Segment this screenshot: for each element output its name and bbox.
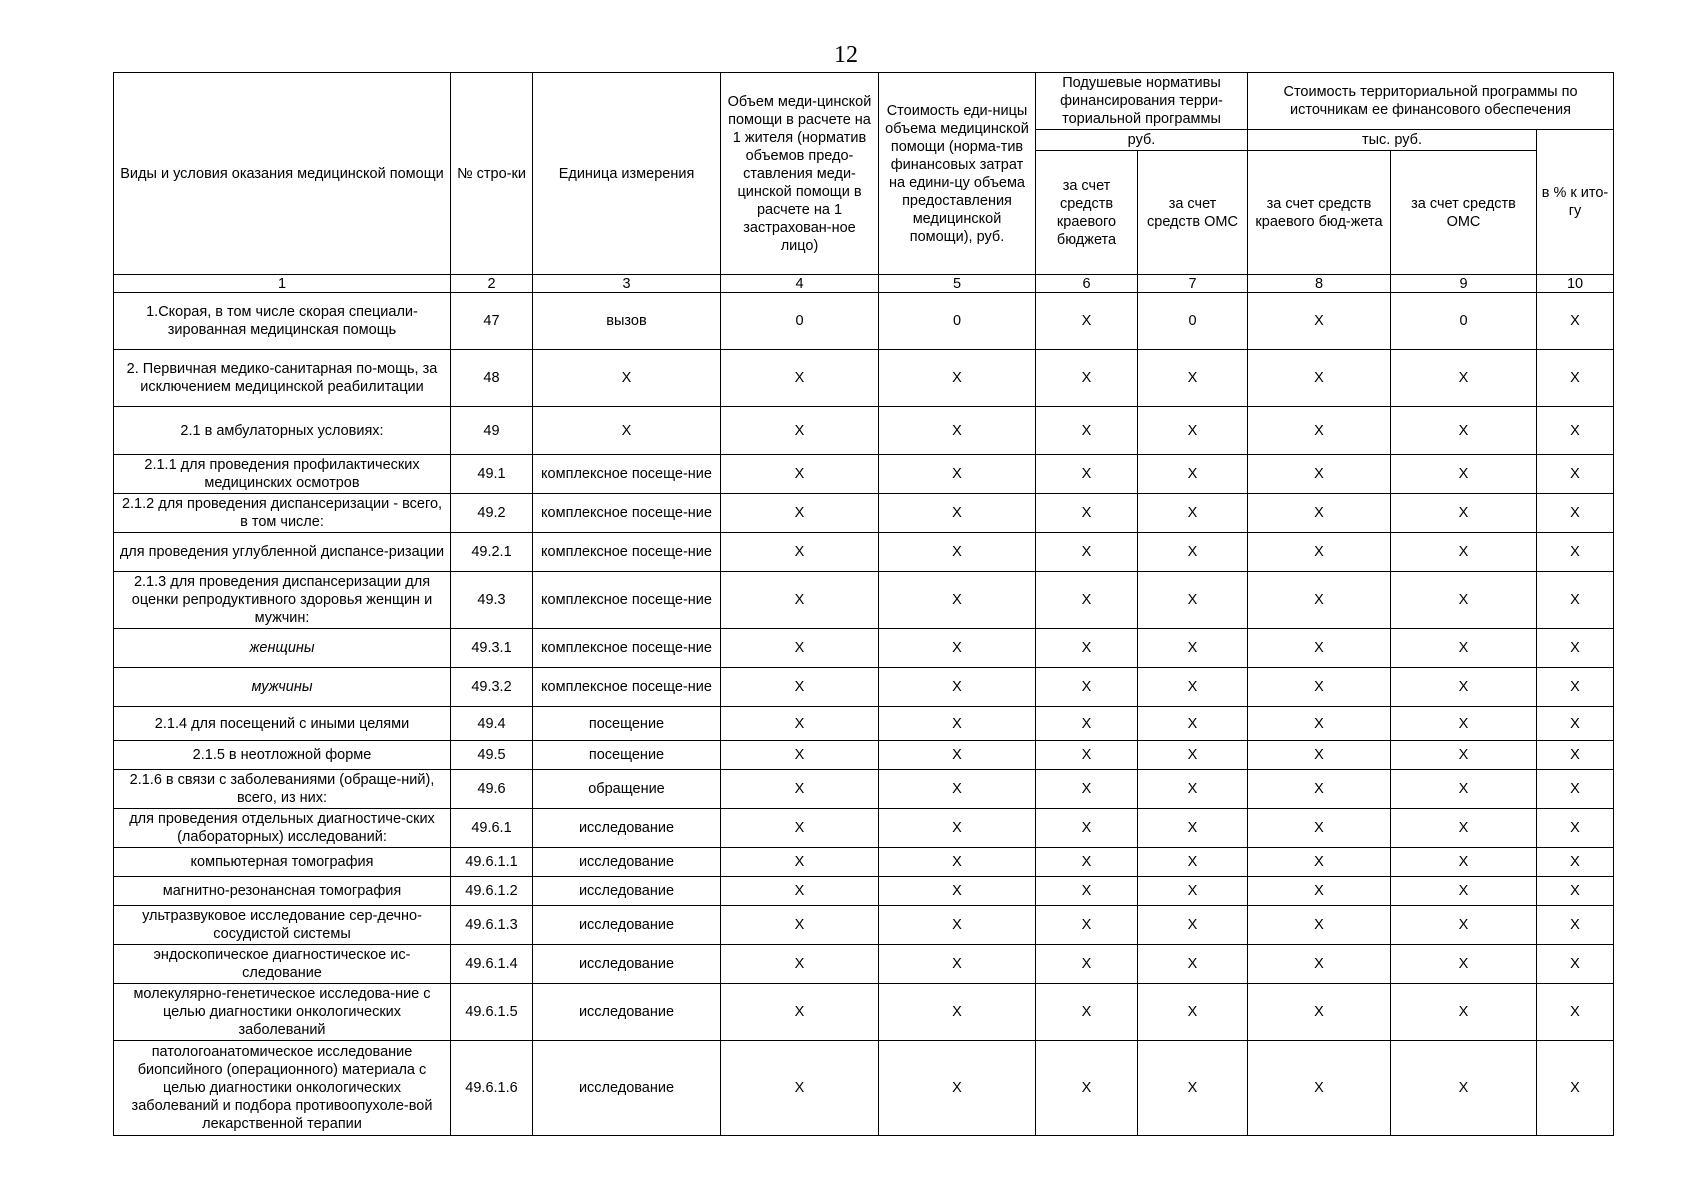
row-name: для проведения отдельных диагностиче-ских (лабораторных) исследований:	[114, 809, 451, 848]
row-unit: Х	[533, 407, 721, 455]
column-number: 1	[114, 275, 451, 293]
cell-value: Х	[879, 741, 1036, 770]
row-unit: исследование	[533, 848, 721, 877]
cell-value: Х	[1138, 984, 1248, 1041]
column-number: 4	[721, 275, 879, 293]
cell-value: Х	[1138, 629, 1248, 668]
row-name: 2.1.3 для проведения диспансеризации для оценки репродуктивного здоровья женщин и мужчин:	[114, 572, 451, 629]
cell-value: Х	[1138, 707, 1248, 741]
cell-value: Х	[879, 877, 1036, 906]
cell-value: Х	[879, 945, 1036, 984]
cell-value: Х	[1391, 533, 1537, 572]
row-line-number: 49.6.1.5	[451, 984, 533, 1041]
cell-value: Х	[879, 668, 1036, 707]
cell-value: Х	[879, 1041, 1036, 1136]
cell-value: Х	[1248, 770, 1391, 809]
table-row	[114, 906, 1614, 945]
cell-value: Х	[1248, 906, 1391, 945]
row-line-number: 49.2	[451, 494, 533, 533]
cell-value: Х	[879, 407, 1036, 455]
table-row	[114, 741, 1614, 770]
row-unit: исследование	[533, 945, 721, 984]
cell-value: Х	[879, 809, 1036, 848]
cell-value: Х	[1036, 1041, 1138, 1136]
row-unit: исследование	[533, 906, 721, 945]
cell-value: Х	[721, 533, 879, 572]
cell-value: Х	[721, 629, 879, 668]
cell-value: Х	[1036, 877, 1138, 906]
row-line-number: 47	[451, 293, 533, 350]
cell-value: Х	[1036, 906, 1138, 945]
row-name: для проведения углубленной диспансе-ризации	[114, 533, 451, 572]
cell-value: Х	[1248, 533, 1391, 572]
row-name: патологоанатомическое исследование биопсийного (операционного) материала с целью диагностики онкологических заболеваний и подбора противоопухоле-вой лекарственной терапии	[114, 1041, 451, 1136]
row-name: 2.1 в амбулаторных условиях:	[114, 407, 451, 455]
header-regional-budget-rub: за счет средств краевого бюджета	[1036, 151, 1138, 275]
row-line-number: 49.2.1	[451, 533, 533, 572]
row-unit: посещение	[533, 741, 721, 770]
cell-value: Х	[1391, 877, 1537, 906]
cell-value: Х	[1537, 741, 1614, 770]
cell-value: Х	[879, 572, 1036, 629]
cell-value: Х	[1036, 533, 1138, 572]
table-row	[114, 668, 1614, 707]
cell-value: Х	[879, 707, 1036, 741]
cell-value: Х	[879, 906, 1036, 945]
row-line-number: 49.6.1	[451, 809, 533, 848]
cell-value: Х	[1138, 1041, 1248, 1136]
row-line-number: 48	[451, 350, 533, 407]
cell-value: Х	[1036, 455, 1138, 494]
cell-value: Х	[721, 741, 879, 770]
cell-value: Х	[1537, 707, 1614, 741]
cell-value: Х	[721, 455, 879, 494]
cell-value: Х	[1248, 407, 1391, 455]
table-row	[114, 945, 1614, 984]
header-volume-text: Объем меди-цинской помощи в расчете на 1 жителя (норматив объемов предо-ставления меди-цинской помощи в расчете на 1 застрахован-ное лицо)	[727, 93, 872, 254]
cell-value: Х	[1537, 629, 1614, 668]
cell-value: 0	[879, 293, 1036, 350]
header-kinds-of-care: Виды и условия оказания медицинской помощи	[114, 73, 451, 275]
row-unit: исследование	[533, 984, 721, 1041]
cell-value: Х	[1537, 407, 1614, 455]
cell-value: Х	[1537, 906, 1614, 945]
row-unit: вызов	[533, 293, 721, 350]
table-row	[114, 848, 1614, 877]
column-number: 10	[1537, 275, 1614, 293]
header-oms-rub: за счет средств ОМС	[1138, 151, 1248, 275]
cell-value: Х	[1391, 770, 1537, 809]
cell-value: Х	[1036, 407, 1138, 455]
row-name: эндоскопическое диагностическое ис-следование	[114, 945, 451, 984]
cell-value: Х	[1036, 770, 1138, 809]
cell-value: Х	[721, 572, 879, 629]
row-unit: исследование	[533, 1041, 721, 1136]
header-volume	[721, 73, 879, 275]
cell-value: Х	[1138, 407, 1248, 455]
cell-value: Х	[1391, 1041, 1537, 1136]
cell-value: Х	[879, 350, 1036, 407]
cell-value: Х	[1248, 668, 1391, 707]
cell-value: Х	[1537, 1041, 1614, 1136]
cell-value: Х	[1391, 848, 1537, 877]
cell-value: Х	[1036, 707, 1138, 741]
cell-value: Х	[721, 877, 879, 906]
cell-value: Х	[1391, 407, 1537, 455]
header-percent-of-total: в % к ито-гу	[1537, 130, 1614, 275]
column-number: 9	[1391, 275, 1537, 293]
row-unit: Х	[533, 350, 721, 407]
cell-value: Х	[721, 1041, 879, 1136]
row-unit: комплексное посеще-ние	[533, 668, 721, 707]
cell-value: Х	[1248, 945, 1391, 984]
row-unit: обращение	[533, 770, 721, 809]
cell-value: Х	[1036, 809, 1138, 848]
header-per-capita-normatives: Подушевые нормативы финансирования терри-ториальной программы	[1036, 73, 1248, 130]
cell-value: Х	[1248, 629, 1391, 668]
header-unit-thousand-rub: тыс. руб.	[1248, 130, 1537, 151]
cell-value: Х	[879, 455, 1036, 494]
cell-value: Х	[721, 809, 879, 848]
row-unit: комплексное посеще-ние	[533, 455, 721, 494]
cell-value: Х	[1248, 455, 1391, 494]
cell-value: Х	[721, 494, 879, 533]
cell-value: Х	[1248, 848, 1391, 877]
column-number: 5	[879, 275, 1036, 293]
cell-value: Х	[1391, 494, 1537, 533]
cell-value: Х	[1248, 809, 1391, 848]
cell-value: Х	[1391, 455, 1537, 494]
cell-value: Х	[1391, 741, 1537, 770]
cell-value: Х	[1036, 350, 1138, 407]
cell-value: Х	[1537, 848, 1614, 877]
header-regional-budget-thousand: за счет средств краевого бюд-жета	[1248, 151, 1391, 275]
table-body	[114, 293, 1614, 1136]
table-row	[114, 350, 1614, 407]
cell-value: Х	[1248, 1041, 1391, 1136]
cell-value: Х	[1391, 350, 1537, 407]
table-row	[114, 770, 1614, 809]
cell-value: Х	[1248, 877, 1391, 906]
column-number-row	[114, 275, 1614, 293]
cell-value: Х	[721, 350, 879, 407]
cell-value: Х	[1138, 906, 1248, 945]
cell-value: Х	[721, 984, 879, 1041]
cell-value: Х	[879, 629, 1036, 668]
table-row	[114, 533, 1614, 572]
cell-value: Х	[1537, 494, 1614, 533]
row-line-number: 49.6.1.1	[451, 848, 533, 877]
cell-value: Х	[879, 770, 1036, 809]
cell-value: Х	[1248, 494, 1391, 533]
row-name: 2.1.2 для проведения диспансеризации - всего, в том числе:	[114, 494, 451, 533]
cell-value: Х	[1391, 572, 1537, 629]
column-number: 7	[1138, 275, 1248, 293]
table-header	[114, 73, 1614, 293]
row-name: магнитно-резонансная томография	[114, 877, 451, 906]
row-line-number: 49.3	[451, 572, 533, 629]
territorial-program-table	[113, 72, 1614, 1136]
cell-value: Х	[1036, 494, 1138, 533]
cell-value: 0	[721, 293, 879, 350]
row-name: женщины	[114, 629, 451, 668]
table-row	[114, 629, 1614, 668]
table-row	[114, 1041, 1614, 1136]
page-number: 12	[834, 42, 858, 68]
row-line-number: 49.6.1.2	[451, 877, 533, 906]
row-unit: посещение	[533, 707, 721, 741]
cell-value: Х	[721, 407, 879, 455]
cell-value: Х	[1138, 770, 1248, 809]
row-name: 2.1.1 для проведения профилактических медицинских осмотров	[114, 455, 451, 494]
cell-value: Х	[721, 945, 879, 984]
header-program-cost: Стоимость территориальной программы по источникам ее финансового обеспечения	[1248, 73, 1614, 130]
row-line-number: 49.4	[451, 707, 533, 741]
cell-value: Х	[1537, 350, 1614, 407]
row-name: 2.1.5 в неотложной форме	[114, 741, 451, 770]
cell-value: Х	[1036, 741, 1138, 770]
row-unit: комплексное посеще-ние	[533, 494, 721, 533]
cell-value: Х	[1138, 741, 1248, 770]
row-name: компьютерная томография	[114, 848, 451, 877]
cell-value: Х	[1036, 848, 1138, 877]
cell-value: Х	[1138, 848, 1248, 877]
cell-value: Х	[1391, 906, 1537, 945]
cell-value: Х	[1537, 572, 1614, 629]
table-row	[114, 494, 1614, 533]
cell-value: Х	[879, 848, 1036, 877]
row-line-number: 49.6.1.4	[451, 945, 533, 984]
cell-value: Х	[1391, 809, 1537, 848]
cell-value: Х	[1537, 455, 1614, 494]
row-line-number: 49.1	[451, 455, 533, 494]
column-number: 2	[451, 275, 533, 293]
cell-value: Х	[1537, 809, 1614, 848]
row-line-number: 49	[451, 407, 533, 455]
row-unit: исследование	[533, 809, 721, 848]
cell-value: Х	[879, 494, 1036, 533]
row-line-number: 49.3.1	[451, 629, 533, 668]
cell-value: Х	[1391, 707, 1537, 741]
row-unit: исследование	[533, 877, 721, 906]
cell-value: Х	[1537, 945, 1614, 984]
row-line-number: 49.6.1.3	[451, 906, 533, 945]
row-name: молекулярно-генетическое исследова-ние с целью диагностики онкологических заболеваний	[114, 984, 451, 1041]
row-unit: комплексное посеще-ние	[533, 572, 721, 629]
table-row	[114, 984, 1614, 1041]
cell-value: Х	[721, 707, 879, 741]
header-line-number: № стро-ки	[451, 73, 533, 275]
cell-value: Х	[1537, 984, 1614, 1041]
cell-value: Х	[1036, 572, 1138, 629]
table-row	[114, 407, 1614, 455]
cell-value: Х	[1391, 945, 1537, 984]
cell-value: Х	[1248, 707, 1391, 741]
row-name: 2.1.4 для посещений с иными целями	[114, 707, 451, 741]
cell-value: Х	[1537, 877, 1614, 906]
table-row	[114, 572, 1614, 629]
cell-value: Х	[1391, 668, 1537, 707]
row-name: 2.1.6 в связи с заболеваниями (обраще-ний), всего, из них:	[114, 770, 451, 809]
cell-value: Х	[721, 770, 879, 809]
column-number: 6	[1036, 275, 1138, 293]
cell-value: 0	[1138, 293, 1248, 350]
cell-value: Х	[1036, 293, 1138, 350]
cell-value: Х	[1391, 629, 1537, 668]
header-unit-cost: Стоимость еди-ницы объема медицинской помощи (норма-тив финансовых затрат на едини-цу объема предоставления медицинской помощи), руб.	[879, 73, 1036, 275]
cell-value: Х	[1248, 350, 1391, 407]
cell-value: Х	[1138, 533, 1248, 572]
row-name: 2. Первичная медико-санитарная по-мощь, за исключением медицинской реабилитации	[114, 350, 451, 407]
row-line-number: 49.6	[451, 770, 533, 809]
cell-value: 0	[1391, 293, 1537, 350]
column-number: 8	[1248, 275, 1391, 293]
cell-value: Х	[1391, 984, 1537, 1041]
cell-value: Х	[1138, 945, 1248, 984]
cell-value: Х	[1248, 741, 1391, 770]
cell-value: Х	[1036, 945, 1138, 984]
cell-value: Х	[721, 848, 879, 877]
table-row	[114, 809, 1614, 848]
table-row	[114, 707, 1614, 741]
row-name: мужчины	[114, 668, 451, 707]
cell-value: Х	[879, 533, 1036, 572]
column-number: 3	[533, 275, 721, 293]
cell-value: Х	[1138, 877, 1248, 906]
table-row	[114, 877, 1614, 906]
cell-value: Х	[1138, 668, 1248, 707]
cell-value: Х	[721, 906, 879, 945]
row-line-number: 49.5	[451, 741, 533, 770]
row-name: 1.Скорая, в том числе скорая специали-зированная медицинская помощь	[114, 293, 451, 350]
cell-value: Х	[1138, 809, 1248, 848]
cell-value: Х	[1138, 350, 1248, 407]
cell-value: Х	[1248, 984, 1391, 1041]
cell-value: Х	[1036, 668, 1138, 707]
row-line-number: 49.6.1.6	[451, 1041, 533, 1136]
cell-value: Х	[1248, 293, 1391, 350]
header-unit-rub: руб.	[1036, 130, 1248, 151]
header-oms-thousand: за счет средств ОМС	[1391, 151, 1537, 275]
table-row	[114, 455, 1614, 494]
row-name: ультразвуковое исследование сер-дечно-сосудистой системы	[114, 906, 451, 945]
cell-value: Х	[1138, 455, 1248, 494]
cell-value: Х	[1036, 984, 1138, 1041]
cell-value: Х	[1537, 770, 1614, 809]
cell-value: Х	[1138, 494, 1248, 533]
cell-value: Х	[1248, 572, 1391, 629]
cell-value: Х	[1138, 572, 1248, 629]
cell-value: Х	[879, 984, 1036, 1041]
header-unit: Единица измерения	[533, 73, 721, 275]
row-line-number: 49.3.2	[451, 668, 533, 707]
cell-value: Х	[1537, 668, 1614, 707]
row-unit: комплексное посеще-ние	[533, 533, 721, 572]
cell-value: Х	[1036, 629, 1138, 668]
table-row	[114, 293, 1614, 350]
cell-value: Х	[1537, 293, 1614, 350]
cell-value: Х	[1537, 533, 1614, 572]
row-unit: комплексное посеще-ние	[533, 629, 721, 668]
cell-value: Х	[721, 668, 879, 707]
